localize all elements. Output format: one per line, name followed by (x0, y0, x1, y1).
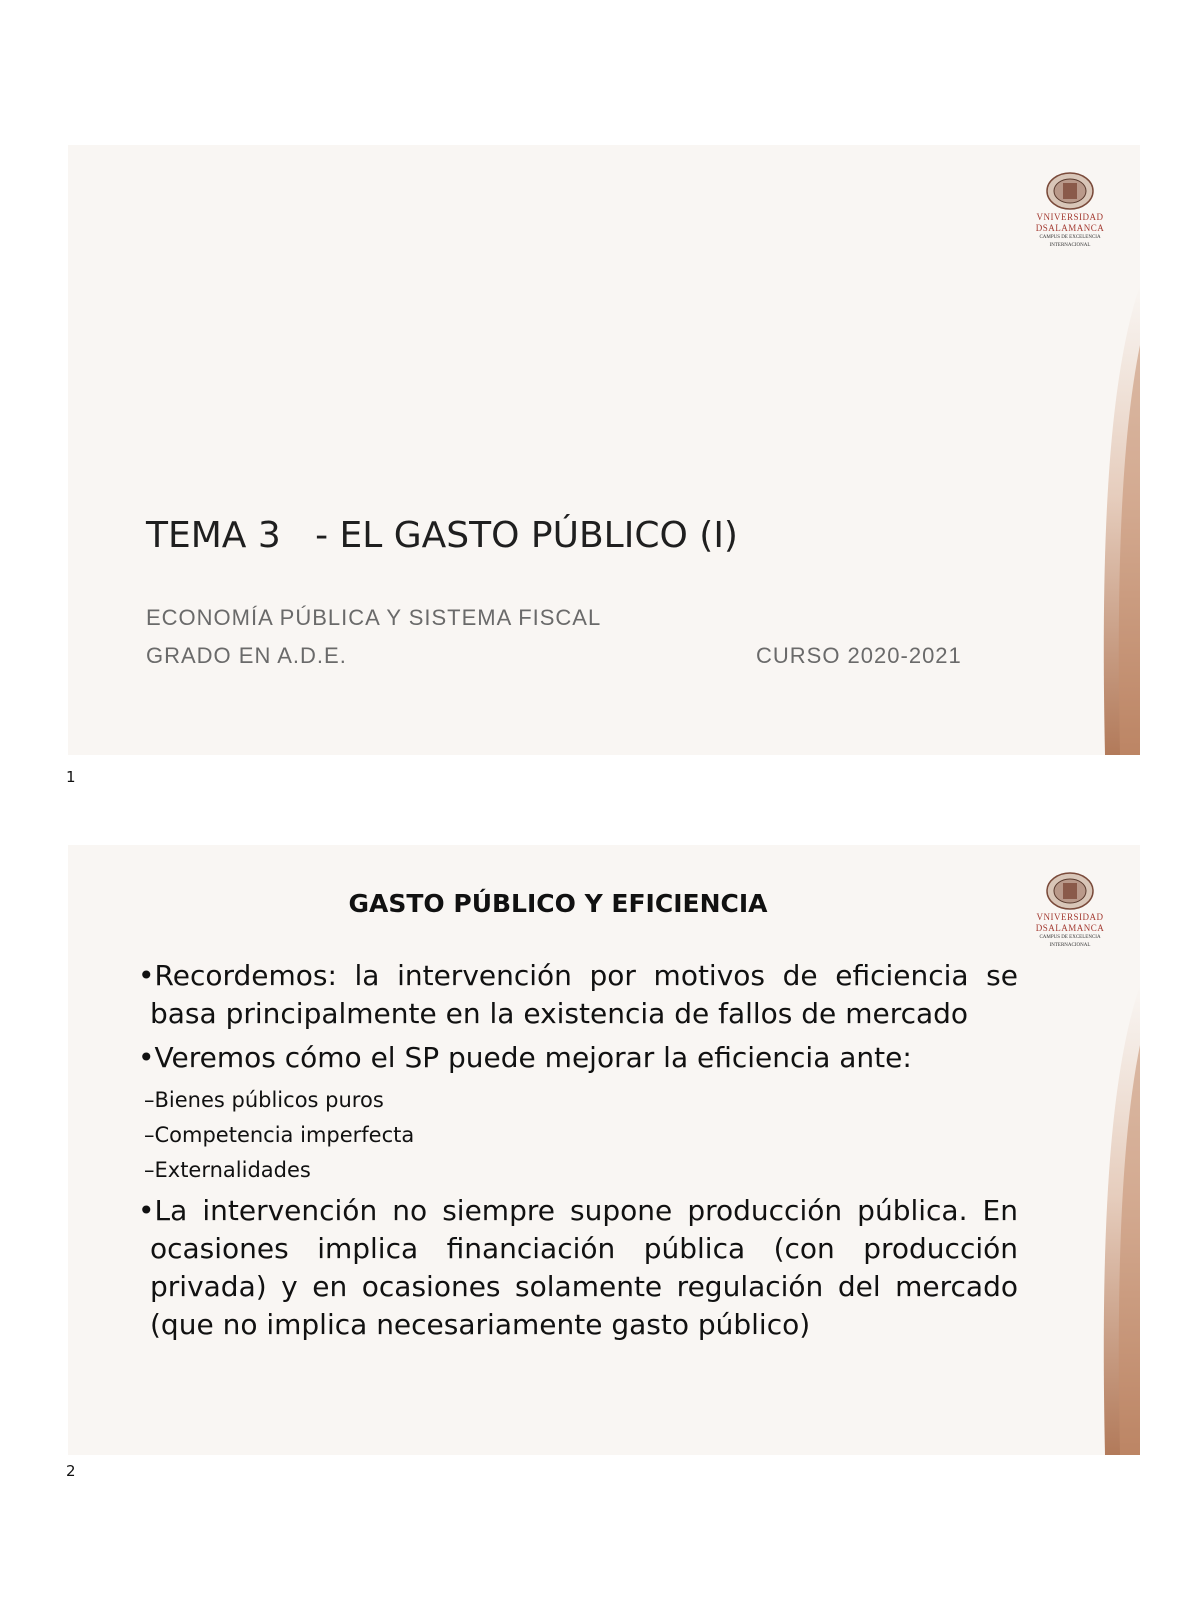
university-seal-icon (1045, 171, 1095, 211)
logo-tagline-line2: INTERNACIONAL (1049, 943, 1091, 948)
logo-name-line2: DSALAMANCA (1035, 923, 1105, 933)
logo-tagline-line1: CAMPUS DE EXCELENCIA (1039, 935, 1101, 940)
course-year: CURSO 2020-2021 (756, 643, 962, 668)
slide-2 (68, 845, 1140, 1455)
bullet-list (138, 957, 1018, 1350)
slide-title: GASTO PÚBLICO Y EFICIENCIA (348, 889, 768, 918)
university-seal-icon (1045, 871, 1095, 911)
logo-tagline-line1: CAMPUS DE EXCELENCIA (1039, 235, 1101, 240)
bullet-item: •Veremos cómo el SP puede mejorar la eficiencia ante: (138, 1041, 912, 1074)
page-number: 2 (66, 1462, 76, 1480)
bullet-item: •Recordemos: la intervención por motivos de eficiencia se basa principalmente en la existencia de fallos de mercado (138, 959, 1018, 1030)
slide-title: TEMA 3 - EL GASTO PÚBLICO (I) (146, 515, 738, 556)
logo-name-line1: VNIVERSIDAD (1036, 912, 1104, 922)
university-logo (1026, 171, 1114, 261)
sub-bullet-item: –Competencia imperfecta (144, 1123, 415, 1147)
bullet-item: •La intervención no siempre supone producción pública. En ocasiones implica financiación pública (con producción privada) y en ocasiones solamente regulación del mercado (que no implica necesariamente gasto público) (138, 1194, 1018, 1341)
degree-name: GRADO EN A.D.E. (146, 643, 347, 668)
subject-name: ECONOMÍA PÚBLICA Y SISTEMA FISCAL (146, 605, 602, 630)
logo-name-line1: VNIVERSIDAD (1036, 212, 1104, 222)
logo-name-line2: DSALAMANCA (1035, 223, 1105, 233)
page-number: 1 (66, 768, 76, 786)
logo-tagline-line2: INTERNACIONAL (1049, 243, 1091, 248)
sub-bullet-item: –Bienes públicos puros (144, 1088, 384, 1112)
sub-bullet-item: –Externalidades (144, 1158, 311, 1182)
slide-1 (68, 145, 1140, 755)
